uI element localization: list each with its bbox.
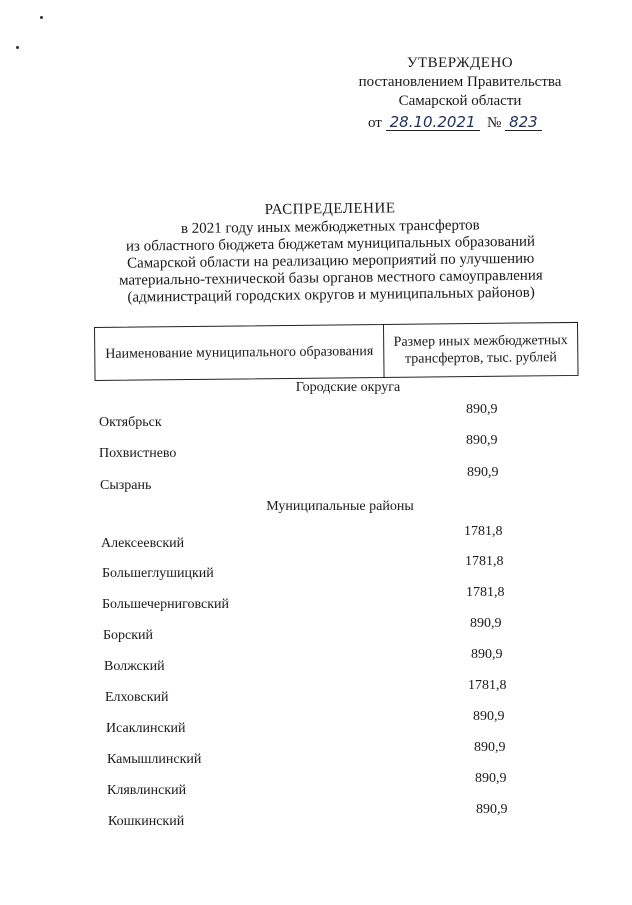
row-name: Сызрань <box>100 478 152 493</box>
row-value: 890,9 <box>473 709 505 724</box>
row-value: 1781,8 <box>464 524 503 539</box>
number-prefix: № <box>487 115 502 131</box>
document-title-block <box>100 198 561 307</box>
header-transfer-amount: Размер иных межбюджетных трансфертов, тыс. рублей <box>393 333 568 367</box>
section-title: Муниципальные районы <box>266 499 414 514</box>
date-prefix: от <box>368 115 382 131</box>
row-name: Алексеевский <box>101 536 185 551</box>
title-line-5: (администраций городских округов и муниципальных районов) <box>127 284 535 306</box>
handwritten-date: 28.10.2021 <box>386 114 480 131</box>
row-value: 890,9 <box>466 433 498 448</box>
approval-heading: УТВЕРЖДЕНО <box>406 55 514 71</box>
row-value: 1781,8 <box>465 554 504 569</box>
row-name: Борский <box>103 628 154 643</box>
title-line-3: Самарской области на реализацию мероприятий по улучшению <box>126 250 535 272</box>
row-value: 890,9 <box>467 465 499 480</box>
document-title: РАСПРЕДЕЛЕНИЕ <box>264 200 396 218</box>
table-header <box>94 322 579 381</box>
approval-stamp-block <box>350 54 570 133</box>
row-value: 890,9 <box>470 616 502 631</box>
row-value: 890,9 <box>466 402 498 417</box>
row-value: 890,9 <box>475 771 507 786</box>
title-line-4: материально-технической базы органов местного самоуправления <box>118 267 543 289</box>
approval-date-line <box>350 114 570 133</box>
row-name: Клявлинский <box>107 783 187 798</box>
title-line-1: в 2021 году иных межбюджетных трансфертов <box>180 217 480 238</box>
row-name: Исаклинский <box>106 721 186 736</box>
row-name: Октябрьск <box>99 415 162 430</box>
row-name: Волжский <box>104 659 165 674</box>
approval-line-1: постановлением Правительства <box>358 74 562 90</box>
row-name: Елховский <box>105 690 169 705</box>
handwritten-number: 823 <box>505 114 542 131</box>
title-line-2: из областного бюджета бюджетам муниципальных образований <box>125 233 536 255</box>
row-value: 1781,8 <box>466 585 505 600</box>
scan-speck <box>16 46 19 49</box>
approval-line-2: Самарской области <box>398 93 522 109</box>
scan-speck <box>40 16 43 19</box>
row-name: Кошкинский <box>108 814 185 829</box>
header-municipality: Наименование муниципального образования <box>95 325 385 380</box>
row-name: Похвистнево <box>99 446 177 461</box>
row-value: 890,9 <box>476 802 508 817</box>
row-name: Большечерниговский <box>102 597 230 612</box>
row-name: Камышлинский <box>107 752 202 767</box>
section-title: Городские округа <box>295 380 401 395</box>
row-value: 890,9 <box>471 647 503 662</box>
row-name: Большеглушицкий <box>102 566 214 581</box>
row-value: 890,9 <box>474 740 506 755</box>
row-value: 1781,8 <box>468 678 507 693</box>
